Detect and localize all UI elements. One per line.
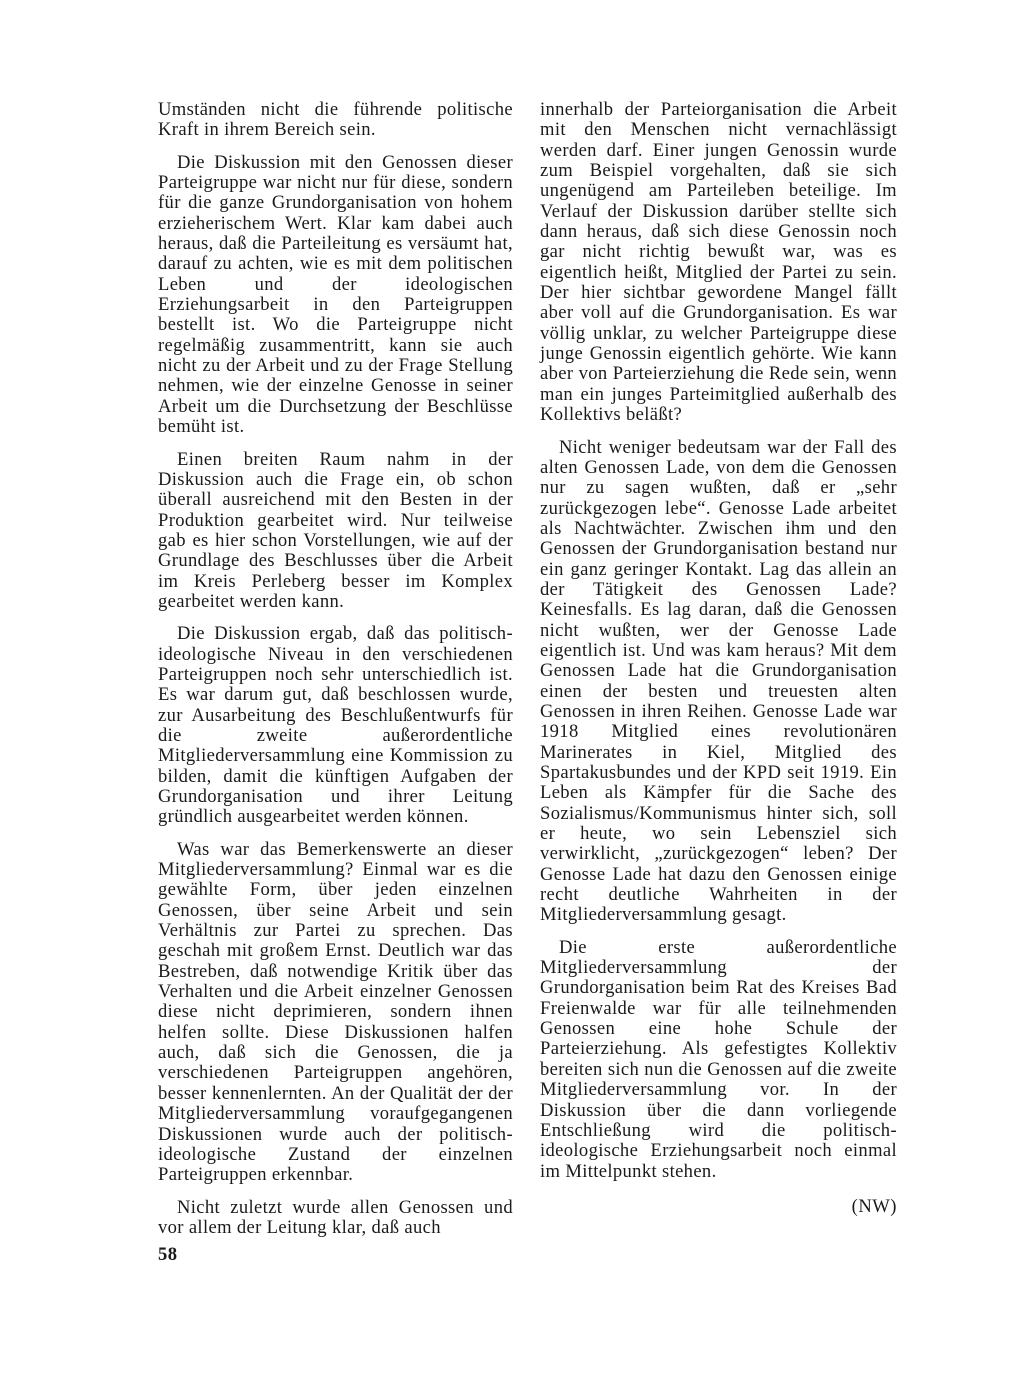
paragraph: Einen breiten Raum nahm in der Diskussion auch die Frage ein, ob schon überall ausreichend mit den Besten in der Produktion gearbeitet wird. Nur teilweise gab es hier schon Vorstellungen, wie auf der Grundlage des Beschlusses über die Arbeit im Kreis Perleberg besser im Komplex gearbeitet werden kann.: [158, 448, 513, 612]
paragraph: Was war das Bemerkenswerte an dieser Mitgliederversammlung? Einmal war es die gewählte Form, über jeden einzelnen Genossen, über seine Arbeit und sein Verhältnis zur Partei zu sprechen. Das geschah mit großem Ernst. Deutlich war das Bestreben, daß notwendige Kritik über das Verhalten und die Arbeit einzelner Genossen diese nicht deprimieren, sondern ihnen helfen sollte. Diese Diskussionen halfen auch, daß sich die Genossen, die ja verschiedenen Parteigruppen angehören, besser kennenlernten. An der Qualität der der Mitgliederversammlung voraufgegangenen Diskussionen wurde auch der politisch-ideologische Zustand der einzelnen Parteigruppen erkennbar.: [158, 838, 513, 1186]
paragraph: Umständen nicht die führende politische Kraft in ihrem Bereich sein.: [158, 99, 513, 141]
paragraph: Die Diskussion mit den Genossen dieser Parteigruppe war nicht nur für diese, sondern für die ganze Grundorganisation von hohem erzieherischem Wert. Klar kam dabei auch heraus, daß die Parteileitung es versäumt hat, darauf zu achten, wie es mit dem politischen Leben und der ideologischen Erziehungsarbeit in den Parteigruppen bestellt ist. Wo die Parteigruppe nicht regelmäßig zusammentritt, kann sie auch nicht zu der Arbeit und zu der Frage Stellung nehmen, wie der einzelne Genosse in seiner Arbeit um die Durchsetzung der Beschlüsse bemüht ist.: [158, 151, 513, 438]
page-number: 58: [158, 1244, 178, 1265]
right-column: [540, 100, 897, 1182]
paragraph: Die erste außerordentliche Mitgliederversammlung der Grundorganisation beim Rat des Kreises Bad Freienwalde war für alle teilnehmenden Genossen eine hohe Schule der Parteierziehung. Als gefestigtes Kollektiv bereiten sich nun die Genossen auf die zweite Mitgliederversammlung vor. In der Diskussion über die dann vorliegende Entschließung wird die politisch-ideologische Erziehungsarbeit noch einmal im Mittelpunkt stehen.: [540, 936, 897, 1182]
left-column: [158, 100, 513, 1238]
paragraph: Die Diskussion ergab, daß das politisch-ideologische Niveau in den verschiedenen Parteigruppen noch sehr unterschiedlich ist. Es war darum gut, daß beschlossen wurde, zur Ausarbeitung des Beschlußentwurfs für die zweite außerordentliche Mitgliederversammlung eine Kommission zu bilden, damit die künftigen Aufgaben der Grundorganisation und ihrer Leitung gründlich ausgearbeitet werden können.: [158, 623, 513, 828]
author-initials: (NW): [851, 1196, 897, 1217]
paragraph: Nicht weniger bedeutsam war der Fall des alten Genossen Lade, von dem die Genossen nur zu sagen wußten, daß er „sehr zurückgezogen lebe“. Genosse Lade arbeitet als Nachtwächter. Zwischen ihm und den Genossen der Grundorganisation bestand nur ein ganz geringer Kontakt. Lag das allein an der Tätigkeit des Genossen Lade? Keinesfalls. Es lag daran, daß die Genossen nicht wußten, wer der Genosse Lade eigentlich ist. Und was kam heraus? Mit dem Genossen Lade hat die Grundorganisation einen der besten und treuesten alten Genossen in ihren Reihen. Genosse Lade war 1918 Mitglied eines revolutionären Marinerates in Kiel, Mitglied des Spartakusbundes und der KPD seit 1919. Ein Leben als Kämpfer für die Sache des Sozialismus/Kommunismus hinter sich, soll er heute, wo sein Lebensziel sich verwirklicht, „zurückgezogen“ leben? Der Genosse Lade hat dazu den Genossen einige recht deutliche Wahrheiten in der Mitgliederversammlung gesagt.: [540, 436, 897, 926]
paragraph: innerhalb der Parteiorganisation die Arbeit mit den Menschen nicht vernachlässigt werden darf. Einer jungen Genossin wurde zum Beispiel vorgehalten, daß sie sich ungenügend am Parteileben beteilige. Im Verlauf der Diskussion darüber stellte sich dann heraus, daß sich diese Genossin noch gar nicht richtig bewußt war, was es eigentlich heißt, Mitglied der Partei zu sein. Der hier sichtbar gewordene Mangel fällt aber voll auf die Grundorganisation. Es war völlig unklar, zu welcher Parteigruppe diese junge Genossin eigentlich gehörte. Wie kann aber von Parteierziehung die Rede sein, wenn man ein junges Parteimitglied außerhalb des Kollektivs beläßt?: [540, 99, 897, 426]
paragraph: Nicht zuletzt wurde allen Genossen und vor allem der Leitung klar, daß auch: [158, 1196, 513, 1238]
